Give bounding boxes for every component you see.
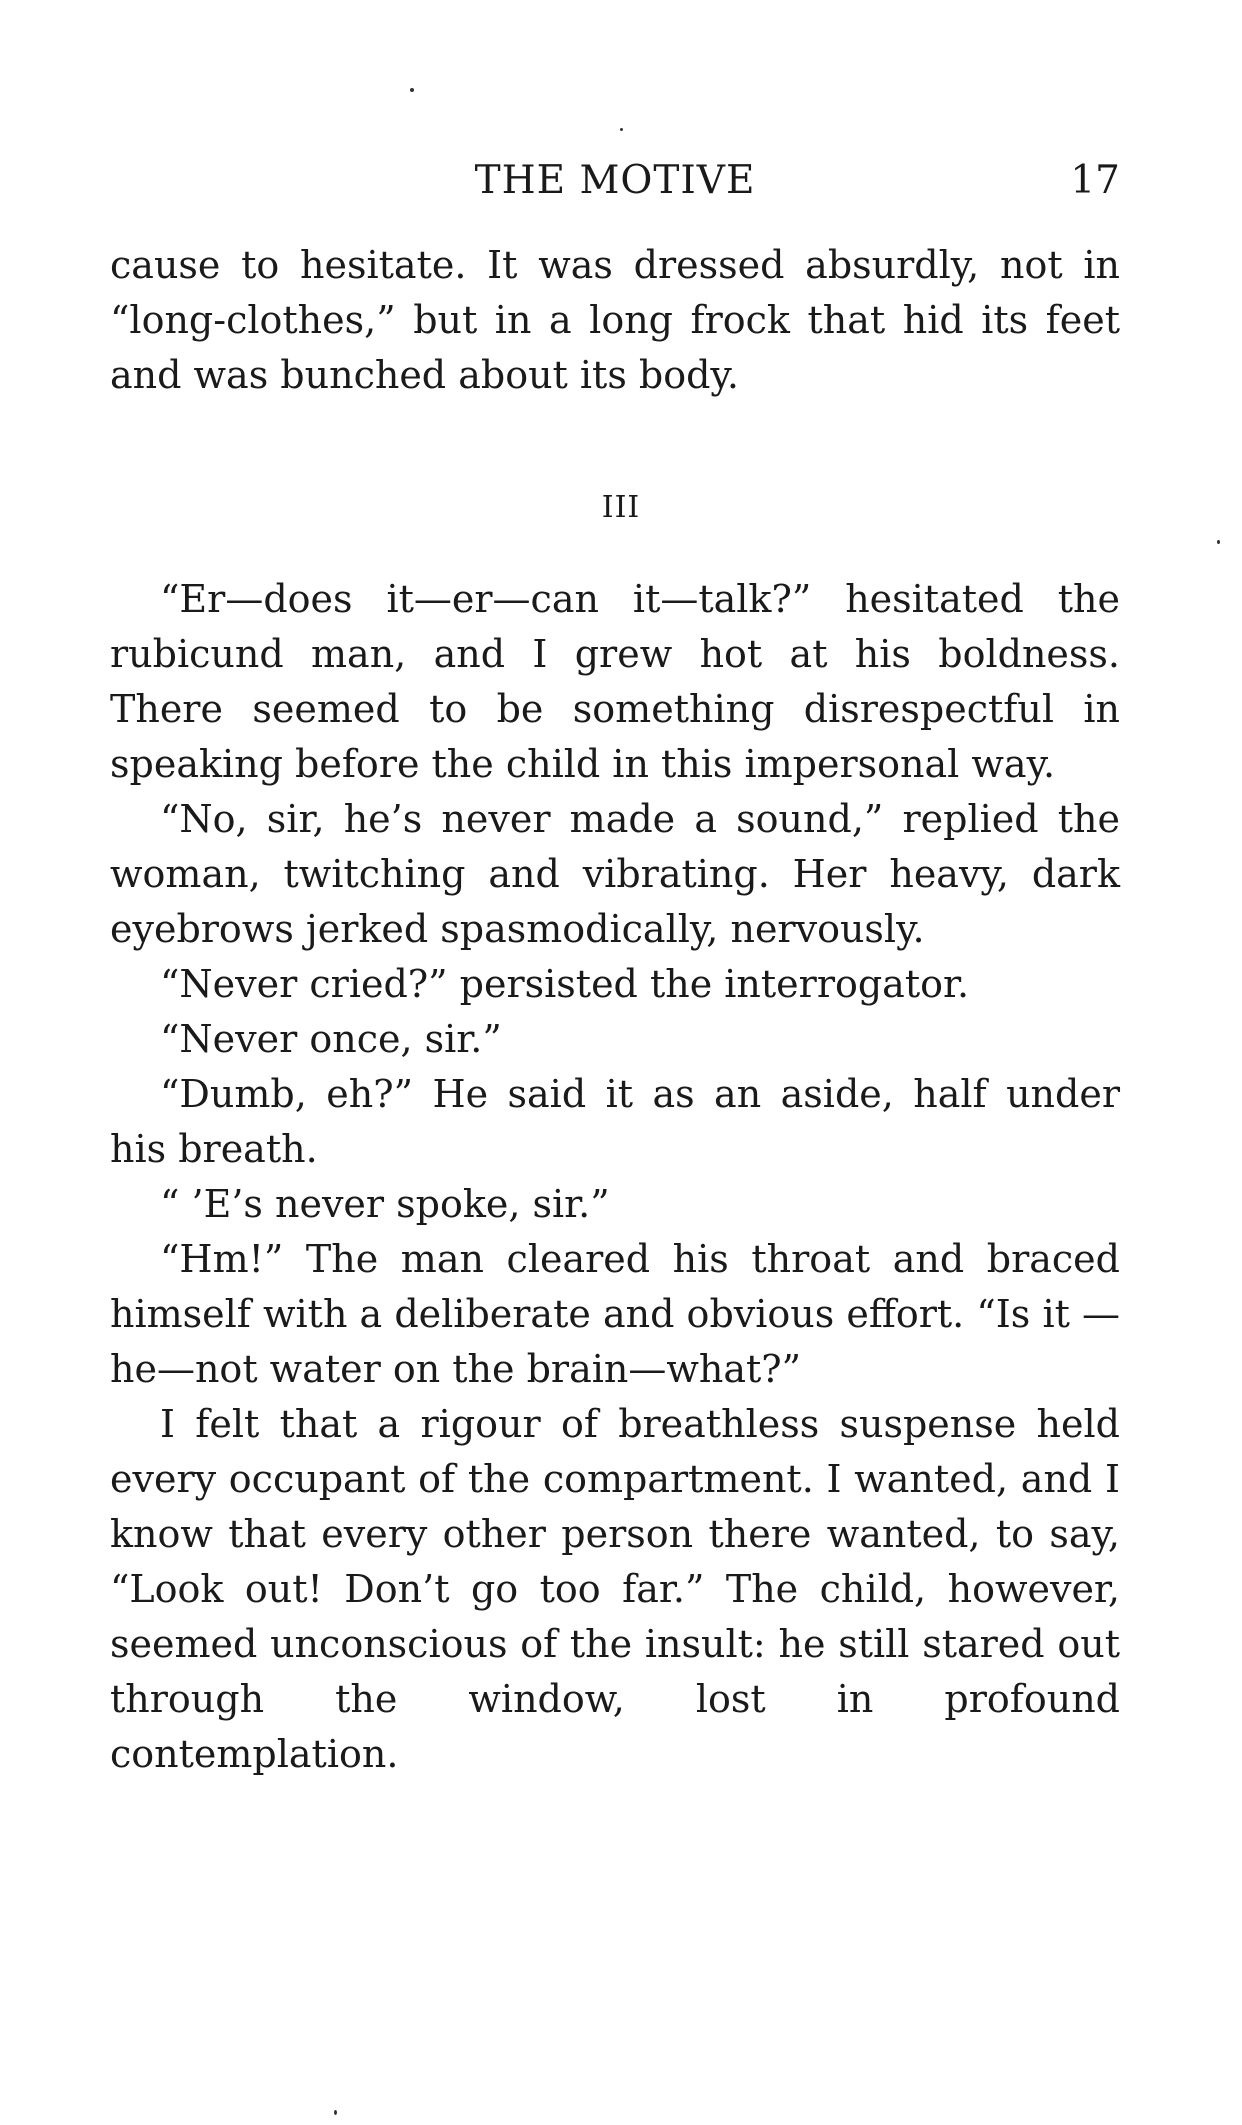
paragraph: “Hm!” The man cleared his throat and braced himself with a deliberate and obvious effort. “Is it —he—not water on the brain—what?” [110, 1237, 1120, 1391]
print-speck [410, 88, 414, 92]
page-number: 17 [1070, 158, 1120, 203]
paragraph: “Never once, sir.” [160, 1017, 502, 1061]
section-number: III [601, 490, 641, 525]
paragraph: “Never cried?” persisted the interrogator. [160, 962, 970, 1006]
print-speck [1217, 540, 1220, 544]
paragraph: “Dumb, eh?” He said it as an aside, half under his breath. [110, 1072, 1120, 1171]
paragraph: “Er—does it—er—can it—talk?” hesitated the rubicund man, and I grew hot at his boldness. There seemed to be something disrespectful in speaking before the child in this impersonal way. [110, 577, 1120, 786]
running-header [110, 150, 1120, 210]
text-block-section-body [110, 572, 1120, 1782]
print-speck [620, 128, 623, 131]
print-speck [334, 2110, 337, 2115]
paragraph: cause to hesitate. It was dressed absurdly, not in “long-clothes,” but in a long frock that hid its feet and was bunched about its body. [110, 243, 1120, 397]
paragraph: “No, sir, he’s never made a sound,” replied the woman, twitching and vibrating. Her heavy, dark eyebrows jerked spasmodically, nervously. [110, 797, 1120, 951]
text-block-before-section [110, 238, 1120, 403]
paragraph: “ ’E’s never spoke, sir.” [160, 1182, 610, 1226]
running-title: THE MOTIVE [474, 158, 756, 203]
paragraph: I felt that a rigour of breathless suspense held every occupant of the compartment. I wanted, and I know that every other person there wanted, to say, “Look out! Don’t go too far.” The child, however, seemed unconscious of the insult: he still stared out through the window, lost in profound contemplation. [110, 1402, 1120, 1776]
